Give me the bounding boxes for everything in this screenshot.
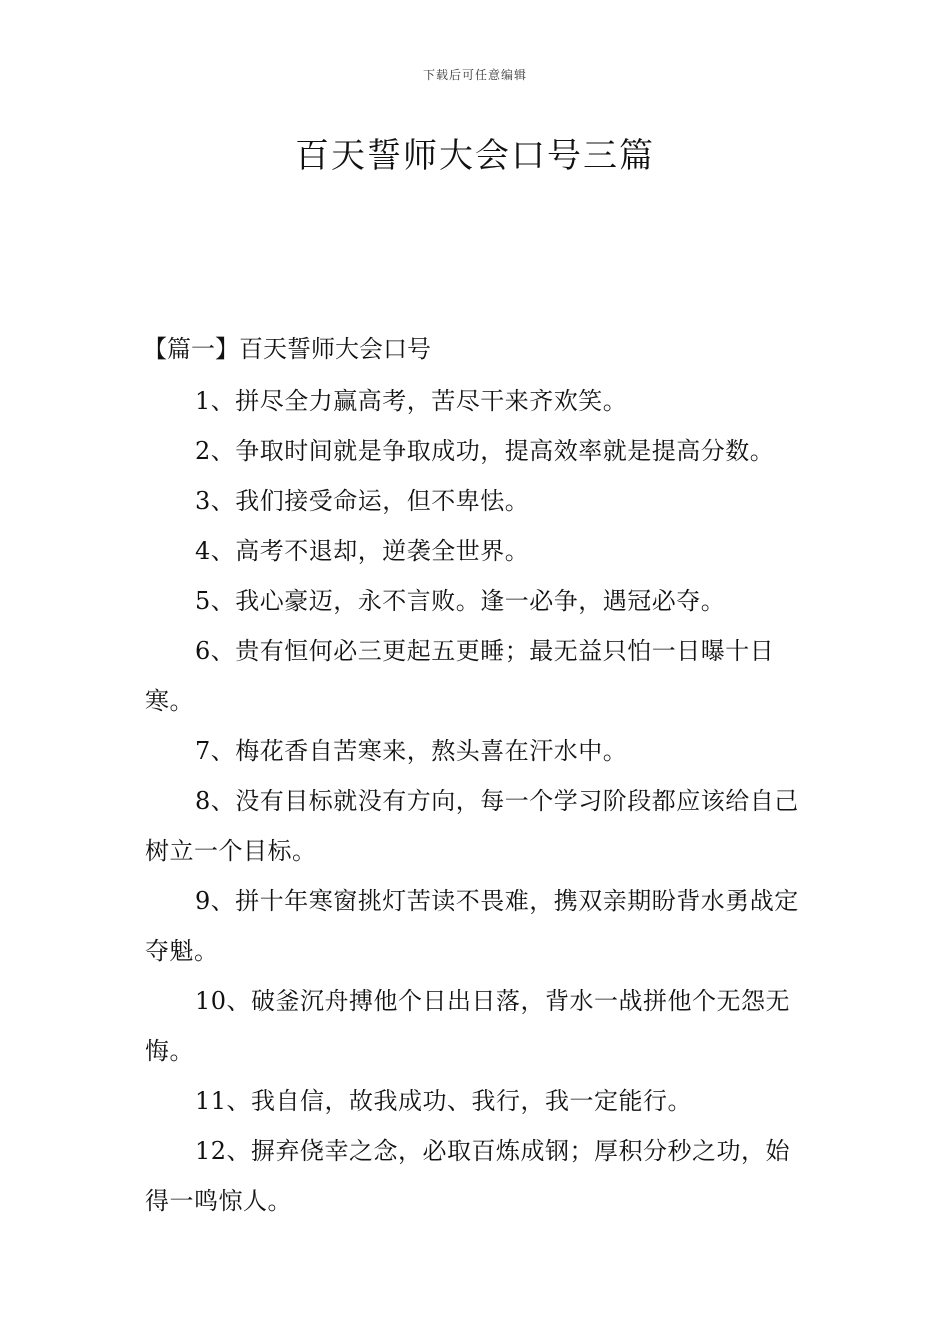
- slogan-item-6: 6、贵有恒何必三更起五更睡；最无益只怕一日曝十日寒。: [145, 637, 775, 715]
- slogan-item-11: 11、我自信，故我成功、我行，我一定能行。: [195, 1087, 693, 1115]
- slogan-item-4: 4、高考不退却，逆袭全世界。: [195, 537, 530, 565]
- section-heading: 【篇一】百天誓师大会口号: [143, 335, 431, 363]
- slogan-item-7: 7、梅花香自苦寒来，熬头喜在汗水中。: [195, 737, 628, 765]
- slogan-item-2: 2、争取时间就是争取成功，提高效率就是提高分数。: [195, 437, 775, 465]
- slogan-item-8: 8、没有目标就没有方向，每一个学习阶段都应该给自己树立一个目标。: [145, 787, 799, 865]
- slogan-item-9: 9、拼十年寒窗挑灯苦读不畏难，携双亲期盼背水勇战定夺魁。: [145, 887, 799, 965]
- document-title: 百天誓师大会口号三篇: [295, 136, 655, 176]
- slogan-item-12: 12、摒弃侥幸之念，必取百炼成钢；厚积分秒之功，始得一鸣惊人。: [145, 1137, 791, 1215]
- slogan-item-10: 10、破釜沉舟搏他个日出日落，背水一战拼他个无怨无悔。: [145, 987, 791, 1065]
- slogan-item-3: 3、我们接受命运，但不卑怯。: [195, 487, 530, 515]
- slogan-list: [145, 376, 810, 1226]
- slogan-item-1: 1、拼尽全力赢高考，苦尽干来齐欢笑。: [195, 387, 628, 415]
- slogan-item-5: 5、我心豪迈，永不言败。逢一必争，遇冠必夺。: [195, 587, 726, 615]
- header-note: 下载后可任意编辑: [422, 68, 527, 82]
